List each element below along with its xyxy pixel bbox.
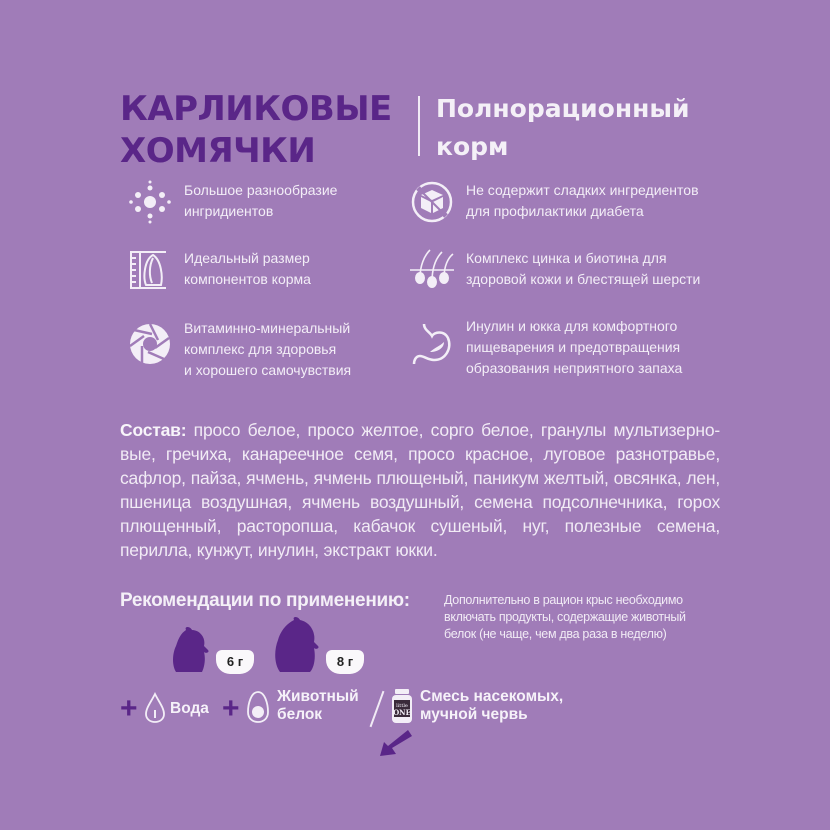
product-subtitle	[436, 90, 690, 166]
feature-text: Большое разнообразие ингридиентов	[184, 182, 338, 219]
feature-variety	[128, 180, 337, 224]
protein-label: Животный белок	[277, 688, 359, 723]
product-infographic	[2, 0, 828, 828]
arrow-down-left-icon	[378, 728, 412, 758]
water-drop-icon	[144, 692, 166, 724]
hamster-large-icon	[274, 616, 324, 674]
feature-text: Не содержит сладких ингредиентов для профилактики диабета	[466, 182, 699, 219]
subtitle-line-2: корм	[436, 132, 509, 161]
feature-no-sugar	[410, 180, 699, 224]
recommendations-title: Рекомендации по применению:	[120, 590, 410, 611]
hamster-small-icon	[172, 626, 216, 674]
stomach-icon	[410, 322, 454, 366]
seed-ruler-icon	[128, 248, 172, 292]
composition-ingredients: просо белое, просо желтое, сорго белое, гранулы мультизерно-вые, гречиха, канареечное семя, просо красное, луговое разнотравье, сафлор, пайза, ячмень, ячмень плющеный, паникум желтый, овсянка, лен, пшеница воздушная, ячмень воздушный, семена подсолнечника, горох плющенный, расторопша, кабачок сушеный, нуг, полезные семена, перилла, кунжут, инулин, экстракт юкки.	[120, 420, 720, 560]
jar-icon	[390, 688, 414, 724]
insects-label: Смесь насекомых, мучной червь	[420, 688, 564, 723]
feature-vitamins	[128, 318, 351, 381]
subtitle-line-1: Полнорационный	[436, 94, 690, 123]
title-divider	[418, 96, 420, 156]
feature-text: Комплекс цинка и биотина для здоровой кожи и блестящей шерсти	[466, 250, 701, 287]
hair-follicle-icon	[410, 248, 454, 292]
portion-amount: 6 г	[216, 650, 254, 674]
feature-text: Инулин и юкка для комфортного пищеварения и предотвращения образования неприятного запаха	[466, 318, 683, 376]
feature-zinc-biotin	[410, 248, 700, 292]
plus-icon: +	[222, 692, 240, 725]
aperture-icon	[128, 322, 172, 366]
feature-digestion	[410, 316, 682, 379]
feature-text: Витаминно-минеральный комплекс для здоровья и хорошего самочувствия	[184, 320, 352, 378]
composition-label: Состав:	[120, 420, 187, 440]
protein-note: Дополнительно в рацион крыс необходимо включать продукты, содержащие животный белок (не чаще, чем два раза в неделю)	[444, 593, 686, 641]
portion-large	[274, 616, 374, 676]
portion-amount: 8 г	[326, 650, 364, 674]
water-label: Вода	[170, 700, 209, 717]
composition-text	[120, 418, 720, 562]
title-line-1: КАРЛИКОВЫЕ	[120, 89, 392, 129]
portion-small	[172, 626, 262, 676]
feature-size	[128, 248, 311, 292]
slash-divider	[370, 691, 385, 727]
sparkle-dots-icon	[128, 180, 172, 224]
feature-text: Идеальный размер компонентов корма	[184, 250, 311, 287]
plus-icon: +	[120, 692, 138, 725]
no-sugar-cube-icon	[410, 180, 454, 224]
extras-row	[120, 688, 740, 758]
egg-icon	[246, 690, 270, 724]
svg-text:ONE: ONE	[393, 708, 411, 717]
svg-text:little: little	[396, 703, 408, 709]
title-line-2: ХОМЯЧКИ	[120, 131, 316, 171]
product-title	[120, 88, 392, 172]
